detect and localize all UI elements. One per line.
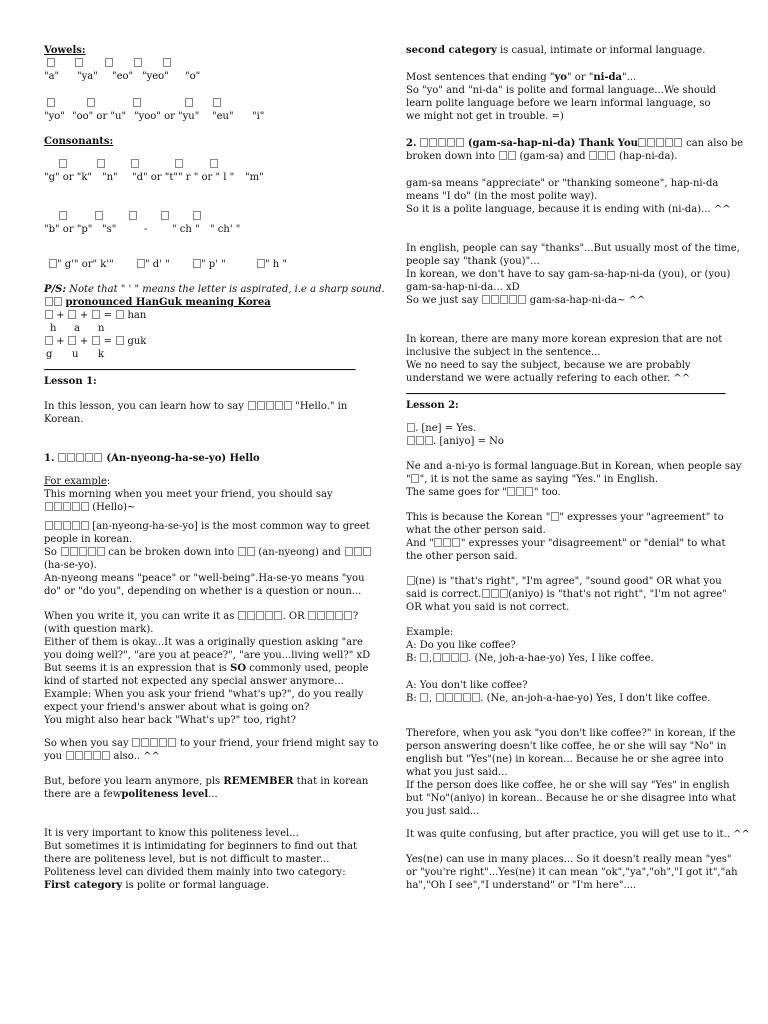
text-line: B: , . (Ne, an-joh-a-hae-yo) Yes, I don't like coffee. [406,693,711,704]
text-line: what the other person said. [406,525,546,536]
text-line: . [aniyo] = No [406,435,726,448]
section1-title: 1. (An-nyeong-ha-se-yo) Hello [44,453,260,464]
text-line: (ne) is "that's right", "I'm agree", "sound good" OR what you [406,575,726,588]
example-label: Example: [406,627,454,638]
consonant-glyphs-2 [44,210,356,223]
consonants-heading: Consonants: [44,136,114,147]
text-line: we might not get in trouble. =) [406,111,564,122]
text-line: But seems it is an expression that is SO commonly used, people [44,663,369,674]
text-line: The same goes for " " too. [406,487,561,498]
consonant-glyphs-1 [44,158,356,171]
text-line: But sometimes it is intimidating for beginners to find out that [44,841,358,852]
guk-letters: g u k [46,349,105,360]
text-line: people in korean. [44,534,133,545]
vowel-glyphs-2 [44,97,356,110]
text-line: do" or "do you", depending on whether is a question or noun... [44,586,362,597]
vowel-romanization-1: "a" "ya" "eo" "yeo" "o" [44,71,201,82]
text-line: means "I do" (in the most polite way). [406,191,598,202]
text-line: If the person does like coffee, he or she will say "Yes" in english [406,780,730,791]
text-line: But, before you learn anymore, pls REMEMBER that in korean [44,776,369,787]
text-line: learn polite language before we learn informal language, so [406,98,711,109]
text-line: First category is polite or formal language. [44,880,270,891]
han-letters: h a n [50,323,105,334]
text-line: It is very important to know this politeness level... [44,828,299,839]
text-line: but "No"(aniyo) in korean.. Because he or she disagree into what [406,793,737,804]
text-line: It was quite confusing, but after practice, you will get use to it.. ^^ [406,829,750,840]
text-line: gam-sa-hap-ni-da... xD [406,282,520,293]
text-line: An-nyeong means "peace" or "well-being".Ha-se-yo means "you [44,573,365,584]
guk-equation: + + = guk [44,335,356,348]
text-line: Politeness level can divided them mainly into two category: [44,867,346,878]
text-line: When you write it, you can write it as . OR ? [44,611,359,622]
text-line: In english, people can say "thanks"...But usually most of the time, [406,243,740,254]
hanguk-title: pronounced HanGuk meaning Korea [44,296,356,309]
text-line: This is because the Korean " " expresses your "agreement" to [406,512,724,523]
text-line: you just said... [406,806,480,817]
text-line: B: , . (Ne, joh-a-hae-yo) Yes, I like coffee. [406,653,654,664]
text-line: the other person said. [406,551,518,562]
text-line: people say "thank (you)"... [406,256,540,267]
text-line: you doing well?", "are you at peace?", "are you...living well?" xD [44,650,371,661]
text-line: (Hello)~ [44,501,356,514]
text-line: Either of them is okay...It was a originally question asking "are [44,637,363,648]
text-line: you also.. ^^ [44,751,160,762]
text-line: So we just say gam-sa-hap-ni-da~ ^^ [406,295,646,306]
vowel-romanization-2: "yo" "oo" or "u" "yoo" or "yu" "eu" "i" [44,111,265,122]
text-line: english but "Yes"(ne) in korean... Because he or she agree into [406,754,724,765]
text-line: ha","Oh I see","I understand" or "I'm here".... [406,880,637,891]
text-line: gam-sa means "appreciate" or "thanking someone", hap-ni-da [406,178,719,189]
lesson2-heading: Lesson 2: [406,400,459,411]
text-line: So it is a polite language, because it is ending with (ni-da)... ^^ [406,204,731,215]
han-equation: + + = han [44,309,356,322]
text-line: Yes(ne) can use in many places... So it doesn't really mean "yes" [406,854,732,865]
vowels-heading: Vowels: [44,45,86,56]
text-line: there are politeness level, but is not difficult to master... [44,854,330,865]
text-line: (ha-se-yo). [44,560,97,571]
lesson1-intro-cont: Korean. [44,414,84,425]
lesson1-heading: Lesson 1: [44,376,97,387]
right-column [406,44,750,892]
text-line: person answering doesn't like coffee, he or she will say "No" in [406,741,727,752]
text-line: A: Do you like coffee? [406,640,516,651]
text-line: said is correct. (aniyo) is "that's not right", "I'm not agree" [406,589,727,600]
text-line: understand we were actually refering to each other. ^^ [406,373,691,384]
text-line: expect your friend's answer about what is going on? [44,702,310,713]
consonant-romanization-2: "b" or "p" "s" - " ch " " ch' " [44,224,241,235]
text-line: OR what you said is not correct. [406,602,570,613]
text-line: A: You don't like coffee? [406,680,528,691]
section2-title: 2. (gam-sa-hap-ni-da) Thank You can also be [406,138,744,149]
text-line: kind of started not expected any special answer anymore... [44,676,344,687]
text-line: In korean, there are many more korean expresion that are not [406,334,723,345]
consonant-row-3: " g'" or" k'" " d' " " p' " " h " [44,258,356,271]
text-line: " ", it is not the same as saying "Yes." in English. [406,474,659,485]
text-line: Example: When you ask your friend "what's up?", do you really [44,689,364,700]
text-line: or "you're right"...Yes(ne) it can mean "ok","ya","oh","I got it","ah [406,867,738,878]
ps-note: P/S: Note that " ' " means the letter is aspirated, i.e a sharp sound. [44,284,385,295]
text-line: This morning when you meet your friend, you should say [44,489,333,500]
text-line: So can be broken down into (an-nyeong) and [44,546,356,559]
text-line: second category is casual, intimate or informal language. [406,45,706,56]
text-line: there are a fewpoliteness level... [44,789,218,800]
text-line: [an-nyeong-ha-se-yo] is the most common way to greet [44,520,356,533]
text-line: what you just said... [406,767,508,778]
text-line: And " " expresses your "disagreement" or "denial" to what [406,538,726,549]
text-line: broken down into (gam-sa) and (hap-ni-da). [406,151,678,162]
vowel-glyphs-1 [44,57,356,70]
for-example: For example: [44,476,111,487]
consonant-romanization-1: "g" or "k" "n" "d" or "t" " r " or " l " "m" [44,172,264,183]
text-line: (with question mark). [44,624,154,635]
text-line: Most sentences that ending "yo" or "ni-da"... [406,72,637,83]
text-line: So when you say to your friend, your friend might say to [44,738,379,749]
lesson1-intro: In this lesson, you can learn how to say "Hello." in [44,401,348,412]
text-line: inclusive the subject in the sentence... [406,347,601,358]
text-line: You might also hear back "What's up?" too, right? [44,715,297,726]
text-line: In korean, we don't have to say gam-sa-hap-ni-da (you), or (you) [406,269,731,280]
text-line: . [ne] = Yes. [406,422,726,435]
text-line: We no need to say the subject, because we are probably [406,360,691,371]
left-column [44,44,385,892]
text-line: So "yo" and "ni-da" is polite and formal language...We should [406,85,717,96]
text-line: Ne and a-ni-yo is formal language.But in Korean, when people say [406,461,742,472]
text-line: Therefore, when you ask "you don't like coffee?" in korean, if the [406,728,736,739]
